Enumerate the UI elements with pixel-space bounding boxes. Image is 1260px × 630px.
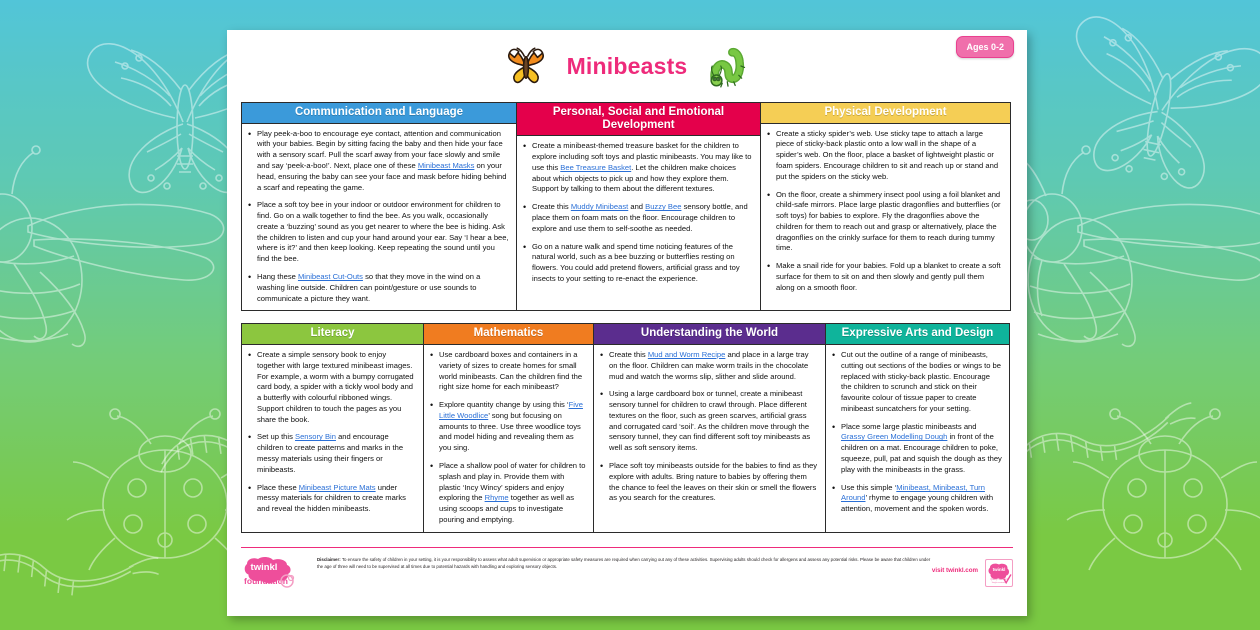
activity-text: Place a shallow pool of water for children to splash and play in. Provide them with plastic ‘Incy Wincy’ spiders and enjoy exploring the (439, 461, 586, 503)
activity-item (428, 350, 586, 393)
activity-item (521, 242, 753, 285)
activity-text: and place in a large tray on the floor. Children can make worm trails in the chocolate mud and watch the worms slip, slither and slide around. (609, 350, 809, 381)
svg-text:Quality Standard: Quality Standard (990, 578, 1008, 581)
twinkl-foundation-logo (241, 556, 307, 590)
area-body (242, 124, 516, 311)
activity-text: Create this (532, 202, 571, 212)
activity-text: Create a simple sensory book to enjoy together with large textured minibeast images. For example, a worm with a bumpy corrugated card body, a spider with a tickly wool body and a butterfly with colourful ribboned wings. Support children to touch the pages as you share the book. (257, 350, 414, 424)
activity-text: Create a sticky spider’s web. Use sticky tape to attach a large piece of sticky-back plastic onto a low wall in the shape of a spider’s web. On the floor, place a basket of lightweight plastic or foam spiders. Encourage children to sit and reach up or stand and put the spiders on the sticky web. (776, 128, 999, 181)
activity-item (246, 432, 416, 475)
resource-link[interactable]: Five Little Woodlice (439, 400, 583, 420)
activity-list (428, 350, 586, 526)
area-column (516, 102, 761, 311)
area-heading: Communication and Language (242, 103, 516, 124)
resource-link[interactable]: Minibeast Picture Mats (298, 482, 376, 492)
resource-link[interactable]: Minibeast Cut-Outs (297, 272, 363, 282)
activity-text: Hang these (257, 272, 298, 282)
activity-item (830, 350, 1002, 415)
area-column (760, 102, 1011, 311)
activity-text: Cut out the outline of a range of minibeasts, cutting out sections of the bodies or wings to be replaced with sticky-back plastic. Encourage the children to scrunch and stick on their favourite colour of tissue paper to create minibeast suncatchers for your setting. (841, 350, 1001, 413)
activity-text: together as well as using scoops and cups to investigate pouring and emptying. (439, 493, 575, 524)
area-heading: Personal, Social and Emotional Development (517, 103, 760, 136)
activity-text: Place these (257, 482, 299, 492)
activity-item (830, 483, 1002, 515)
activity-text: Set up this (257, 432, 295, 442)
disclaimer-label: Disclaimer: (317, 556, 341, 562)
activity-list (765, 129, 1003, 294)
sheet-footer (241, 547, 1013, 590)
svg-text:twinkl: twinkl (250, 561, 278, 573)
activity-item (765, 261, 1003, 293)
activity-text: under messy materials for children to create marks and reveal the hidden minibeasts. (257, 482, 406, 514)
activity-text: Place soft toy minibeasts outside for the babies to find as they explore with adults. Bring nature to babies by offering them the chance to feel the leaves on their skin or smell the flowers as you search for the creatures. (609, 461, 818, 503)
svg-text:Single-reviewed: Single-reviewed (991, 581, 1007, 584)
activity-text: sensory bottle, and place them on foam mats on the floor. Encourage children to explore and use them to self-soothe as needed. (532, 202, 748, 233)
area-heading: Understanding the World (594, 324, 825, 345)
activity-list (598, 350, 818, 504)
activity-item (428, 400, 586, 454)
resource-link[interactable]: Rhyme (484, 493, 509, 503)
area-body (761, 124, 1010, 311)
activity-text: Play peek-a-boo to encourage eye contact, attention and communication with your babies. Begin by sitting facing the baby and then hide your face with a sensory scarf. Pull the scarf away from your face slowly and smile and say ‘peek-a-boo!’. Next, place one of these (257, 128, 503, 170)
area-heading: Mathematics (424, 324, 593, 345)
resource-link[interactable]: Grassy Green Modelling Dough (841, 432, 948, 442)
area-column (241, 102, 517, 311)
area-body (826, 345, 1009, 532)
area-column (593, 323, 826, 532)
area-column (423, 323, 594, 532)
activity-text: Use cardboard boxes and containers in a variety of sizes to create homes for small world minibeasts. Can the children find the right size home for each minibeast? (439, 350, 583, 392)
activity-text: Go on a nature walk and spend time noticing features of the natural world, such as a bee buzzing or butterflies resting on flowers. You could add pretend flowers, artificial grass and toy insects to your setting to re-enact the experience. (532, 241, 740, 283)
activity-item (765, 190, 1003, 255)
ages-badge: Ages 0-2 (956, 36, 1014, 58)
area-body (594, 345, 825, 532)
activity-text: and (628, 202, 646, 212)
area-column (241, 323, 424, 532)
activity-list (830, 350, 1002, 515)
activity-text: Place some large plastic minibeasts and (841, 421, 977, 431)
area-body (517, 136, 760, 310)
area-heading: Physical Development (761, 103, 1010, 124)
resource-link[interactable]: Bee Treasure Basket (560, 162, 632, 172)
activity-text: ’ rhyme to engage young children with attention, movement and the spoken words. (841, 493, 994, 514)
activity-item (521, 202, 753, 234)
activity-text: . Let the children make choices about which objects to pick up and how they explore them. Support by talking to them about the different textures. (532, 162, 736, 194)
area-heading: Expressive Arts and Design (826, 324, 1009, 345)
activity-item (246, 483, 416, 515)
disclaimer-body: To ensure the safety of children in your setting, it is your responsibility to assess what adult supervision or appropriate safety measures are required when carrying out any of these activities. Supervising adults should check for allergens and assess any potential risks. Please be aware that children under the age of three will need to be supervised at all times due to potential hazards with handling and exploring sensory objects. (317, 556, 931, 569)
svg-text:twinkl: twinkl (992, 566, 1006, 572)
resource-link[interactable]: Minibeast Masks (417, 160, 475, 170)
activity-row-2 (241, 323, 1013, 532)
activity-text: on your head, ensuring the baby can see your face and mask before hiding behind a scarf and repeating the game. (257, 160, 507, 192)
activity-text: Explore quantity change by using this ‘ (439, 400, 569, 410)
activity-text: ’ song but focusing on amounts to three. Use three woodlice toys and model hiding and revealing them as you sing. (439, 410, 581, 453)
area-body (242, 345, 423, 532)
activity-text: in front of the children on a mat. Encourage children to poke, squeeze, pull, pat and squish the dough as they play with the minibeasts in the grass. (841, 432, 1002, 474)
resource-link[interactable]: Mud and Worm Recipe (647, 350, 726, 359)
sheet-header (241, 30, 1013, 102)
activity-item (598, 461, 818, 504)
page-title: Minibeasts (566, 52, 688, 79)
activity-text: Create a minibeast-themed treasure basket for the children to explore including soft toys and plastic minibeasts. You may like to use this (532, 141, 752, 172)
activity-item (830, 422, 1002, 476)
activity-list (521, 141, 753, 284)
activity-sheet (227, 30, 1027, 616)
activity-text: and encourage children to create patterns and marks in the messy materials using their fingers or minibeasts. (257, 432, 404, 474)
area-body (424, 345, 593, 532)
quality-assured-badge (985, 559, 1013, 587)
activity-text: Use this simple ‘ (841, 482, 897, 492)
activity-text: Place a soft toy bee in your indoor or outdoor environment for children to find. Go on a walk together to find the bee. As you walk, occasionally create a ‘buzzing’ sound as you get nearer to where the bee is hiding. Ask the children to listen and cup your hand around your ear. Say ‘I hear a bee, where is it?’ and then keep looking. Keep repeating the sound until you find the bee. (257, 200, 509, 264)
activity-text: Create this (609, 350, 648, 359)
disclaimer-text (317, 555, 932, 571)
activity-item (246, 129, 509, 194)
activity-text: Using a large cardboard box or tunnel, create a minibeast sensory tunnel for children to crawl through. Place different textures on the floor, such as green scarves, artificial grass and corrugated card ‘soil’. As the children move through the sensory tunnel, they can find different soft toy minibeasts as well as soft sensory items. (609, 389, 811, 453)
activity-item (598, 350, 818, 382)
activity-list (246, 129, 509, 305)
area-heading: Literacy (242, 324, 423, 345)
activity-item (246, 350, 416, 425)
activity-text: so that they move in the wind on a washing line outside. Children can point/gesture or use sounds to communicate a picture they want. (257, 272, 481, 303)
resource-link[interactable]: Muddy Minibeast (570, 202, 629, 212)
activity-text: Make a snail ride for your babies. Fold up a blanket to create a soft surface for them to sit on and then slowly and gently pull them along on a smooth floor. (776, 261, 1001, 292)
visit-twinkl-link[interactable]: visit twinkl.com (931, 566, 978, 574)
activity-item (598, 389, 818, 454)
activity-row-1 (241, 102, 1013, 311)
svg-text:foundation: foundation (244, 575, 288, 586)
activity-text: On the floor, create a shimmery insect pool using a foil blanket and child-safe mirrors. Place large plastic dragonflies and butterflies (or soft toys) for babies to explore. Fly the dragonflies above the children for them to reach out and grasp or alternatively, place the dragonflies on the crinkly surface for them to reach during tummy time. (776, 189, 1001, 253)
resource-link[interactable]: Buzzy Bee (645, 202, 682, 212)
activity-grid-container (241, 102, 1013, 533)
butterfly-icon (503, 43, 549, 89)
caterpillar-icon (705, 43, 751, 89)
activity-list (246, 350, 416, 515)
activity-item (428, 461, 586, 526)
activity-item (246, 200, 509, 265)
resource-link[interactable]: Sensory Bin (295, 432, 336, 442)
activity-item (521, 141, 753, 195)
area-column (825, 323, 1010, 532)
activity-item (765, 129, 1003, 183)
activity-item (246, 272, 509, 304)
resource-link[interactable]: Minibeast, Minibeast, Turn Around (841, 482, 985, 503)
